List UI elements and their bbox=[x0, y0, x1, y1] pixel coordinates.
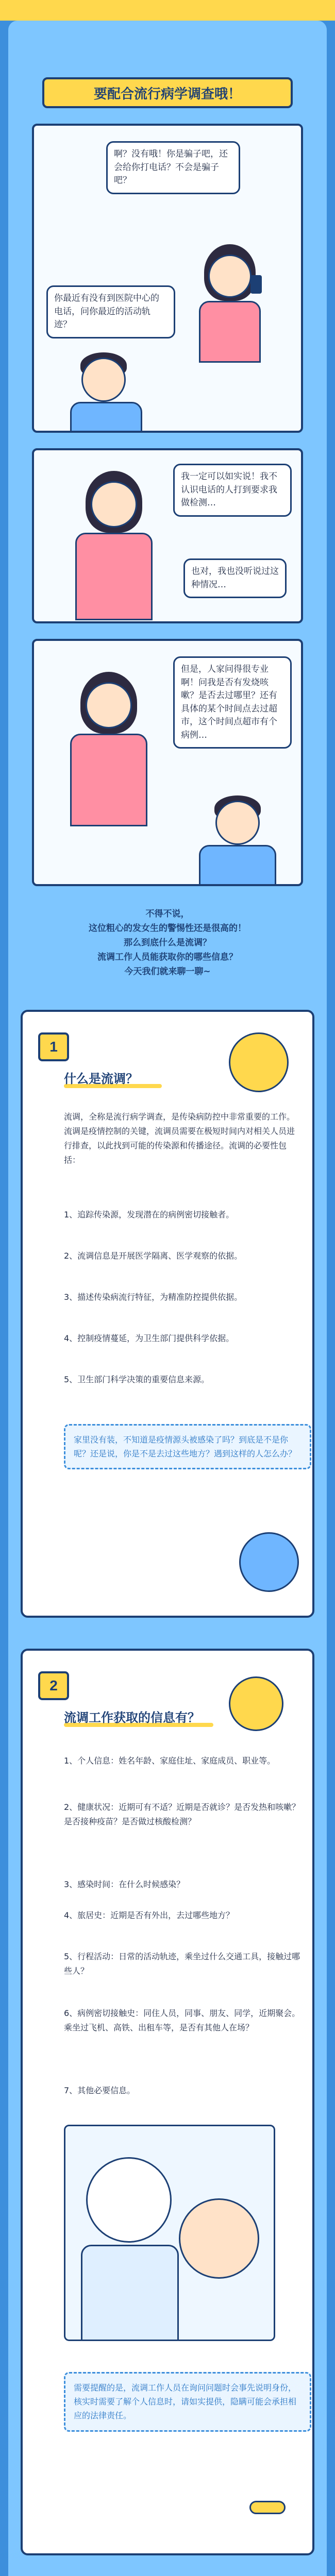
section-1-para-4: 4、控制疫情蔓延，为卫生部门提供科学依据。 bbox=[64, 1333, 234, 1343]
comic-bubble-5: 但是，人家问得很专业啊！问我是否有发烧咳嗽？是否去过哪里？还有具体的某个时间点去过超市，这个时间点超市有个病例… bbox=[173, 656, 292, 749]
intro-text bbox=[31, 907, 304, 979]
comic-woman-thinking bbox=[65, 471, 168, 615]
comic-bubble-4: 也对，我也没听说过这种情况… bbox=[183, 558, 287, 598]
section-1-card bbox=[21, 1010, 314, 1618]
section-1-para-2: 2、流调信息是开展医学隔离、医学观察的依据。 bbox=[64, 1251, 243, 1261]
comic-man-figure bbox=[65, 352, 147, 433]
section-1-note: 家里没有装，不知道是疫情源头被感染了吗？到底是不是你呢？还是说，你是不是去过这些地方？遇到这样的人怎么办？ bbox=[64, 1424, 311, 1469]
comic-panel-3 bbox=[32, 639, 303, 886]
page-title: 要配合流行病学调查哦！ bbox=[42, 77, 293, 108]
intro-line-1: 不得不说， bbox=[145, 909, 190, 919]
section-1-para-0: 流调，全称是流行病学调查，是传染病防控中非常重要的工作。流调是疫情控制的关键，流调员需要在极短时间内对相关人员进行排查，以此找到可能的传染源和传播途径。流调的必要性包括： bbox=[64, 1112, 295, 1165]
section-2-card bbox=[21, 1649, 314, 2555]
comic-bubble-1: 啊？没有哦！你是骗子吧，还会给你打电话？不会是骗子吧？ bbox=[106, 141, 240, 194]
section-2-para-0: 1、个人信息：姓名年龄、家庭住址、家庭成员、职业等。 bbox=[64, 1756, 276, 1766]
medical-worker-illustration bbox=[64, 2125, 275, 2341]
bandaid-icon bbox=[249, 2501, 286, 2514]
top-stripe bbox=[0, 0, 335, 21]
section-1-para-5: 5、卫生部门科学决策的重要信息来源。 bbox=[64, 1375, 210, 1384]
section-1-para-3: 3、描述传染病流行特征，为精准防控提供依据。 bbox=[64, 1292, 243, 1302]
section-2-title: 流调工作获取的信息有？ bbox=[64, 1711, 200, 1725]
virus-icon bbox=[239, 1532, 299, 1592]
section-2-number: 2 bbox=[38, 1671, 69, 1700]
comic-panel-1 bbox=[32, 124, 303, 433]
section-1-para-1: 1、追踪传染源，发现潜在的病例密切接触者。 bbox=[64, 1210, 234, 1219]
section-2-para-1: 2、健康状况：近期可有不适？近期是否就诊？是否发热和咳嗽？是否接种疫苗？是否做过核酸检测？ bbox=[64, 1802, 300, 1826]
section-2-para-2: 3、感染时间：在什么时候感染？ bbox=[64, 1879, 185, 1889]
intro-line-2: 这位粗心的发女生的警惕性还是很高的！ bbox=[89, 923, 246, 934]
section-1-title: 什么是流调？ bbox=[64, 1072, 138, 1086]
comic-bubble-3: 我一定可以如实说！我不认识电话的人打到要求我做检测… bbox=[173, 464, 292, 517]
section-2-para-4: 5、行程活动：日常的活动轨迹，乘坐过什么交通工具，接触过哪些人？ bbox=[64, 1952, 300, 1976]
comic-bubble-2: 你最近有没有到医院中心的电话，问你最近的活动轨迹？ bbox=[46, 285, 175, 338]
comic-man-listening bbox=[189, 795, 292, 886]
section-2-para-3: 4、旅居史：近期是否有外出，去过哪些地方？ bbox=[64, 1910, 234, 1920]
checklist-icon bbox=[229, 1676, 283, 1731]
phone-icon bbox=[250, 275, 262, 294]
comic-woman-explaining bbox=[55, 672, 168, 826]
section-2-para-5: 6、病例密切接触史：同住人员，同事、朋友、同学，近期聚会。乘坐过飞机、高铁、出租车等，是否有其他人在场？ bbox=[64, 2008, 300, 2032]
intro-line-3: 那么到底什么是流调？ bbox=[124, 938, 211, 948]
intro-line-4: 流调工作人员能获取你的哪些信息？ bbox=[97, 952, 238, 963]
intro-line-5: 今天我们就来聊一聊~ bbox=[124, 967, 211, 977]
comic-woman-figure bbox=[189, 244, 271, 363]
section-2-note: 需要提醒的是，流调工作人员在询问问题时会事先说明身份，核实时需要了解个人信息时，请如实提供，隐瞒可能会承担相应的法律责任。 bbox=[64, 2372, 311, 2432]
comic-panel-2 bbox=[32, 448, 303, 623]
section-2-para-6: 7、其他必要信息。 bbox=[64, 2086, 136, 2095]
hospital-icon bbox=[229, 1032, 289, 1092]
section-1-number: 1 bbox=[38, 1032, 69, 1061]
